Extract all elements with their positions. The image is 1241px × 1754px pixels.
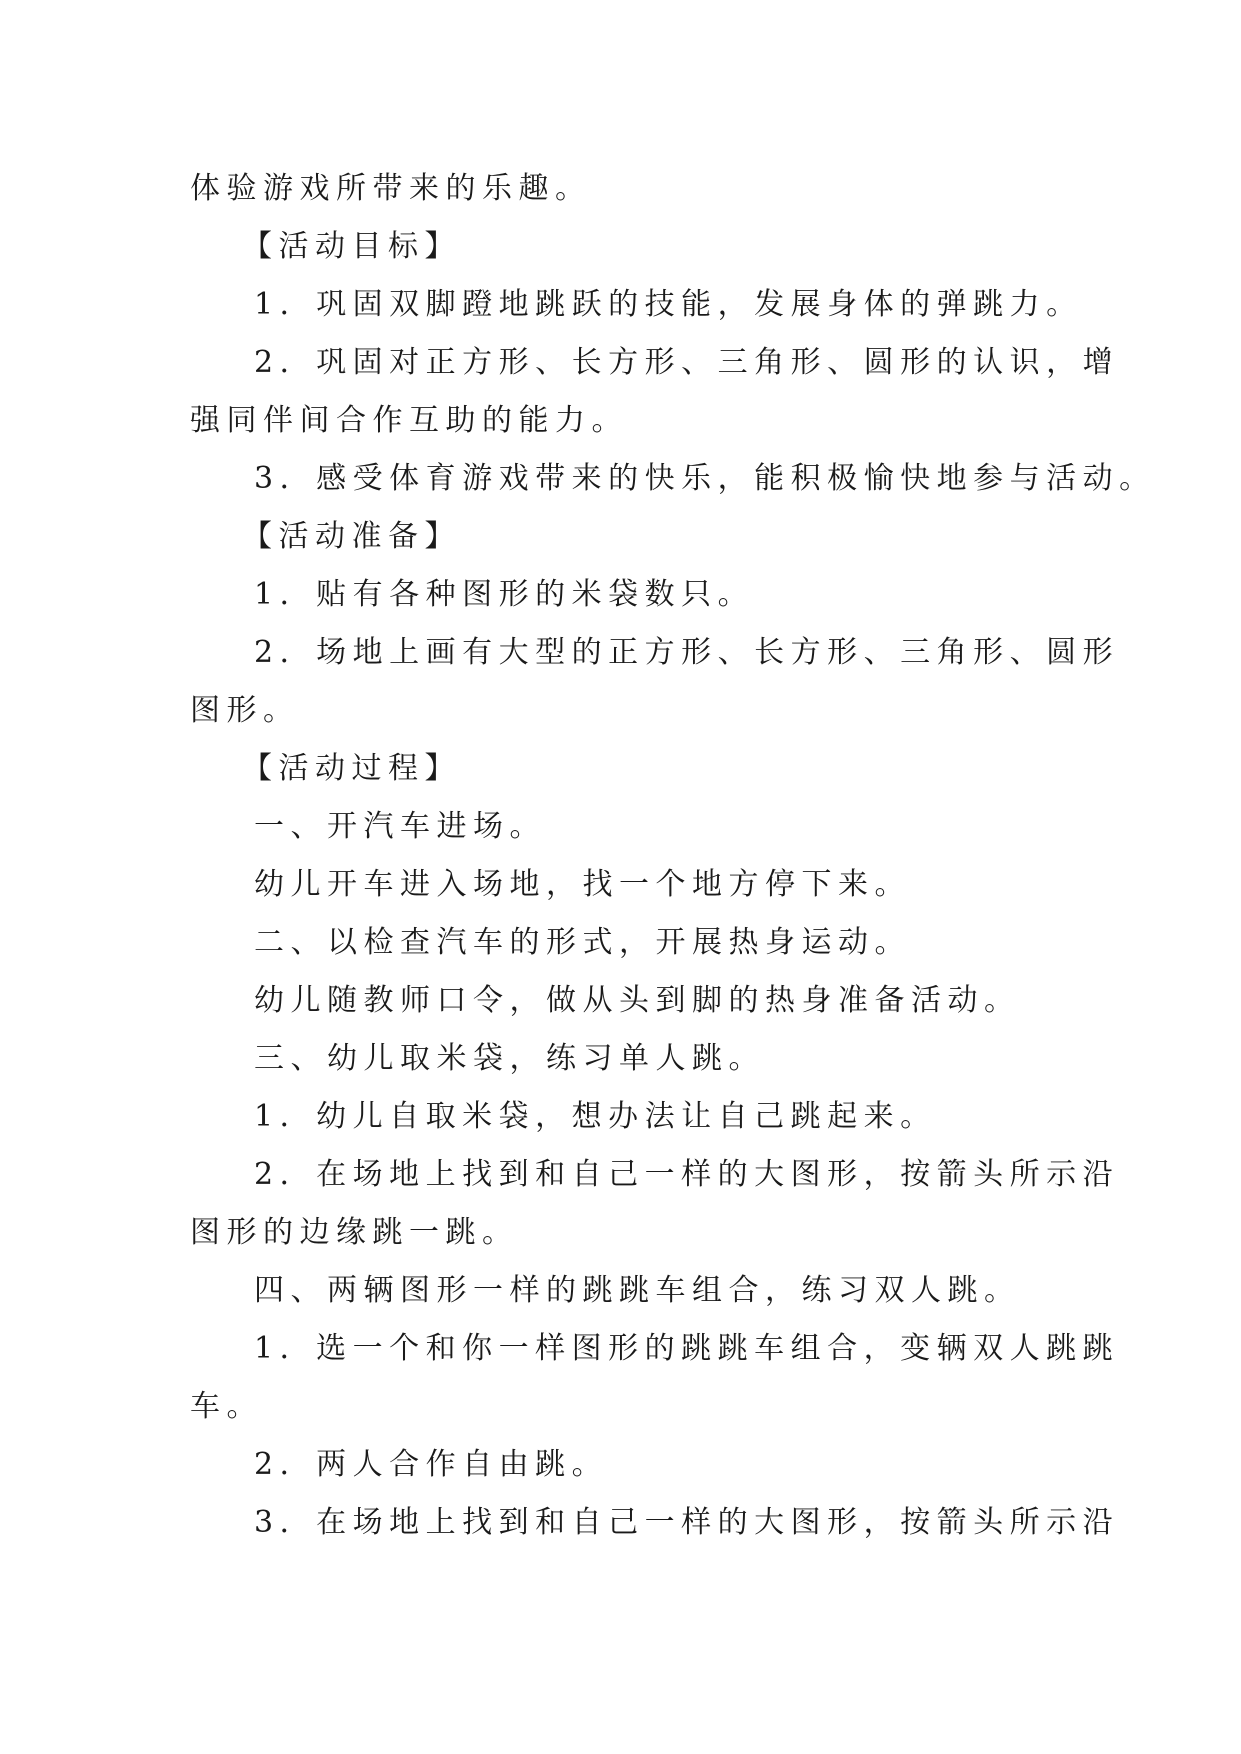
text-line: 三、幼儿取米袋，练习单人跳。 bbox=[254, 1041, 765, 1076]
text-line: 一、开汽车进场。 bbox=[254, 809, 546, 844]
text-line: 图形的边缘跳一跳。 bbox=[190, 1215, 519, 1250]
text-line: 二、以检查汽车的形式，开展热身运动。 bbox=[254, 925, 911, 960]
text-line: 幼儿开车进入场地，找一个地方停下来。 bbox=[254, 867, 911, 902]
text-line: 1．幼儿自取米袋，想办法让自己跳起来。 bbox=[254, 1099, 937, 1134]
text-line: 强同伴间合作互助的能力。 bbox=[190, 403, 628, 438]
text-line: 2．场地上画有大型的正方形、长方形、三角形、圆形 bbox=[254, 635, 1120, 670]
text-line: 2．在场地上找到和自己一样的大图形，按箭头所示沿 bbox=[254, 1157, 1120, 1192]
section-heading-goals: 【活动目标】 bbox=[242, 229, 461, 264]
text-line: 2．两人合作自由跳。 bbox=[254, 1447, 609, 1482]
document-body bbox=[190, 160, 1156, 1552]
section-heading-process: 【活动过程】 bbox=[242, 751, 461, 786]
text-line: 2．巩固对正方形、长方形、三角形、圆形的认识，增 bbox=[254, 345, 1120, 380]
text-line: 3．在场地上找到和自己一样的大图形，按箭头所示沿 bbox=[254, 1505, 1120, 1540]
text-line: 1．贴有各种图形的米袋数只。 bbox=[254, 577, 755, 612]
text-line: 图形。 bbox=[190, 693, 300, 728]
text-line: 体验游戏所带来的乐趣。 bbox=[190, 171, 592, 206]
text-line: 幼儿随教师口令，做从头到脚的热身准备活动。 bbox=[254, 983, 1021, 1018]
text-line: 3．感受体育游戏带来的快乐，能积极愉快地参与活动。 bbox=[254, 461, 1156, 496]
section-heading-preparation: 【活动准备】 bbox=[242, 519, 461, 554]
text-line: 1．巩固双脚蹬地跳跃的技能，发展身体的弹跳力。 bbox=[254, 287, 1083, 322]
text-line: 车。 bbox=[190, 1389, 263, 1424]
text-line: 1．选一个和你一样图形的跳跳车组合，变辆双人跳跳 bbox=[254, 1331, 1120, 1366]
text-line: 四、两辆图形一样的跳跳车组合，练习双人跳。 bbox=[254, 1273, 1021, 1308]
